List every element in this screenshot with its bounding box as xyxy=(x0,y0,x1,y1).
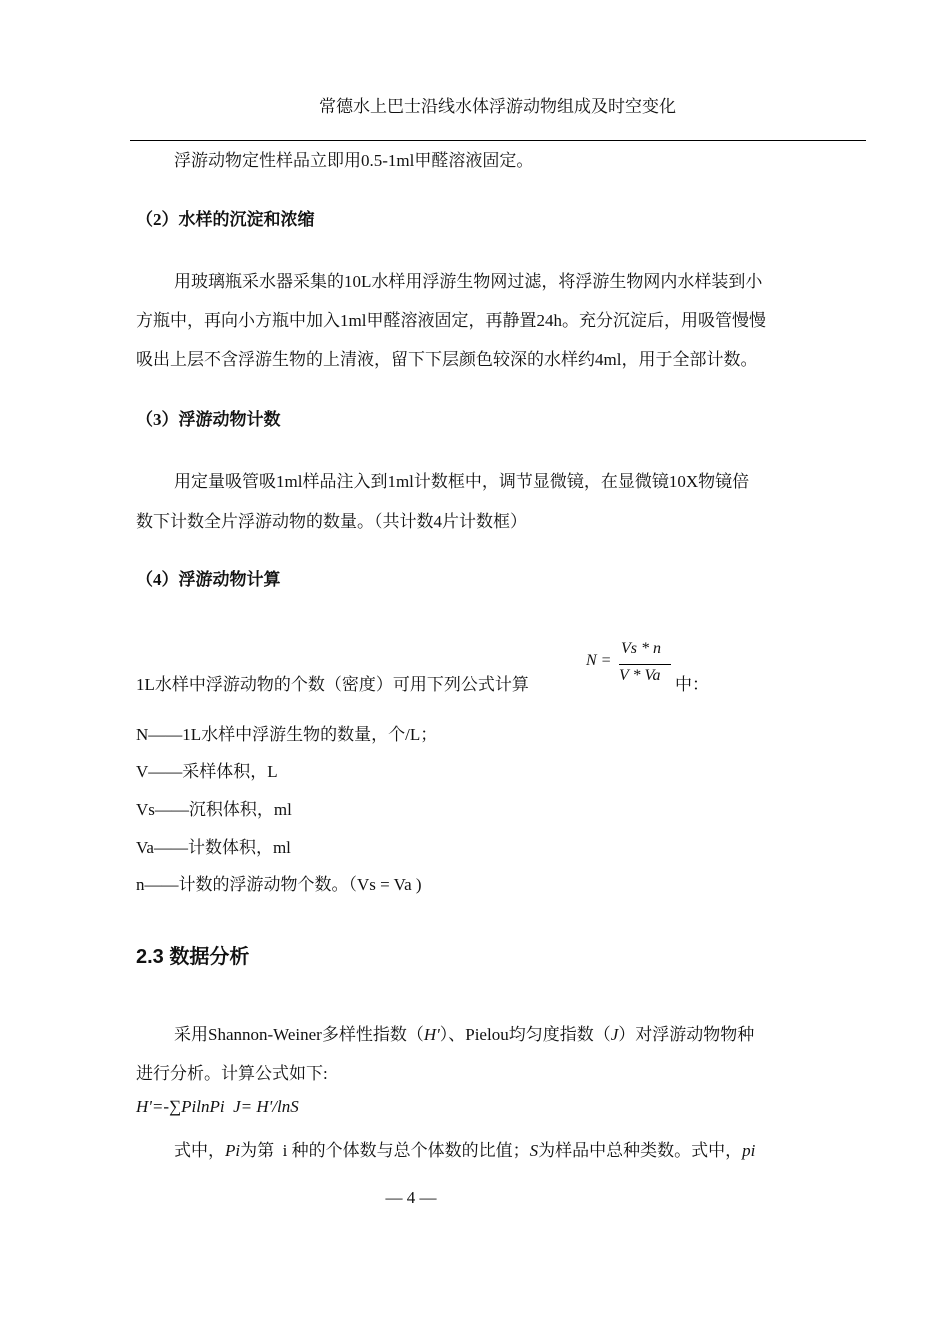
definition-vs: Vs——沉积体积，ml xyxy=(136,800,292,819)
analysis-line-2: 进行分析。计算公式如下: xyxy=(136,1064,328,1083)
sediment-line-2: 方瓶中，再向小方瓶中加入1ml甲醛溶液固定，再静置24h。充分沉淀后，用吸管慢慢 xyxy=(136,311,766,330)
formula-denominator: V * Va xyxy=(619,667,661,684)
definition-n-total: N——1L水样中浮游生物的数量，个/L； xyxy=(136,725,438,744)
definition-va: Va——计数体积，ml xyxy=(136,838,291,857)
analysis-text-d: 式中， xyxy=(174,1141,225,1160)
symbol-h: H' xyxy=(423,1025,440,1044)
header-rule xyxy=(130,140,866,141)
count-line-1: 用定量吸管吸1ml样品注入到1ml计数框中，调节显微镜，在显微镜10X物镜倍 xyxy=(174,472,750,491)
analysis-text-a: 采用Shannon-Weiner多样性指数（ xyxy=(174,1025,424,1044)
heading-calculation: （4）浮游动物计算 xyxy=(136,570,281,589)
analysis-line-1 xyxy=(174,1020,754,1045)
analysis-text-b: ）、Pielou均匀度指数（ xyxy=(439,1025,611,1044)
formula-numerator: Vs * n xyxy=(621,640,661,657)
symbol-pi: Pi xyxy=(225,1141,241,1160)
formula-lhs: N = xyxy=(586,652,612,669)
symbol-j: J xyxy=(610,1025,619,1044)
fixation-line: 浮游动物定性样品立即用0.5-1ml甲醛溶液固定。 xyxy=(174,151,534,170)
analysis-text-e: 为第 i 种的个体数与总个体数的比值； xyxy=(240,1141,530,1160)
fraction-bar xyxy=(619,664,671,665)
density-formula xyxy=(586,640,672,690)
section-title: 2.3 数据分析 xyxy=(136,946,250,968)
analysis-text-f: 为样品中总种类数。式中， xyxy=(538,1141,743,1160)
sediment-line-1: 用玻璃瓶采水器采集的10L水样用浮游生物网过滤，将浮游生物网内水样装到小 xyxy=(174,272,763,291)
definition-v: V——采样体积，L xyxy=(136,762,278,781)
count-line-2: 数下计数全片浮游动物的数量。（共计数4片计数框） xyxy=(136,512,527,531)
analysis-text-c: ）对浮游动物物种 xyxy=(618,1025,755,1044)
page-number: — 4 — xyxy=(385,1188,437,1207)
heading-sedimentation: （2）水样的沉淀和浓缩 xyxy=(136,210,315,229)
formula-intro: 1L水样中浮游动物的个数（密度）可用下列公式计算 xyxy=(136,675,529,694)
analysis-line-4 xyxy=(174,1136,755,1161)
sediment-line-3: 吸出上层不含浮游生物的上清液，留下下层颜色较深的水样约4ml，用于全部计数。 xyxy=(136,350,758,369)
heading-counting: （3）浮游动物计数 xyxy=(136,410,281,429)
symbol-pi-lower: pi xyxy=(742,1141,756,1160)
definition-n-count: n——计数的浮游动物个数。（Vs = Va ) xyxy=(136,875,422,894)
diversity-formula: H'=-∑PilnPi J= H'/lnS xyxy=(136,1097,299,1116)
running-header: 常德水上巴士沿线水体浮游动物组成及时空变化 xyxy=(319,97,676,116)
formula-tail: 中： xyxy=(675,675,709,694)
symbol-s: S xyxy=(529,1141,539,1160)
